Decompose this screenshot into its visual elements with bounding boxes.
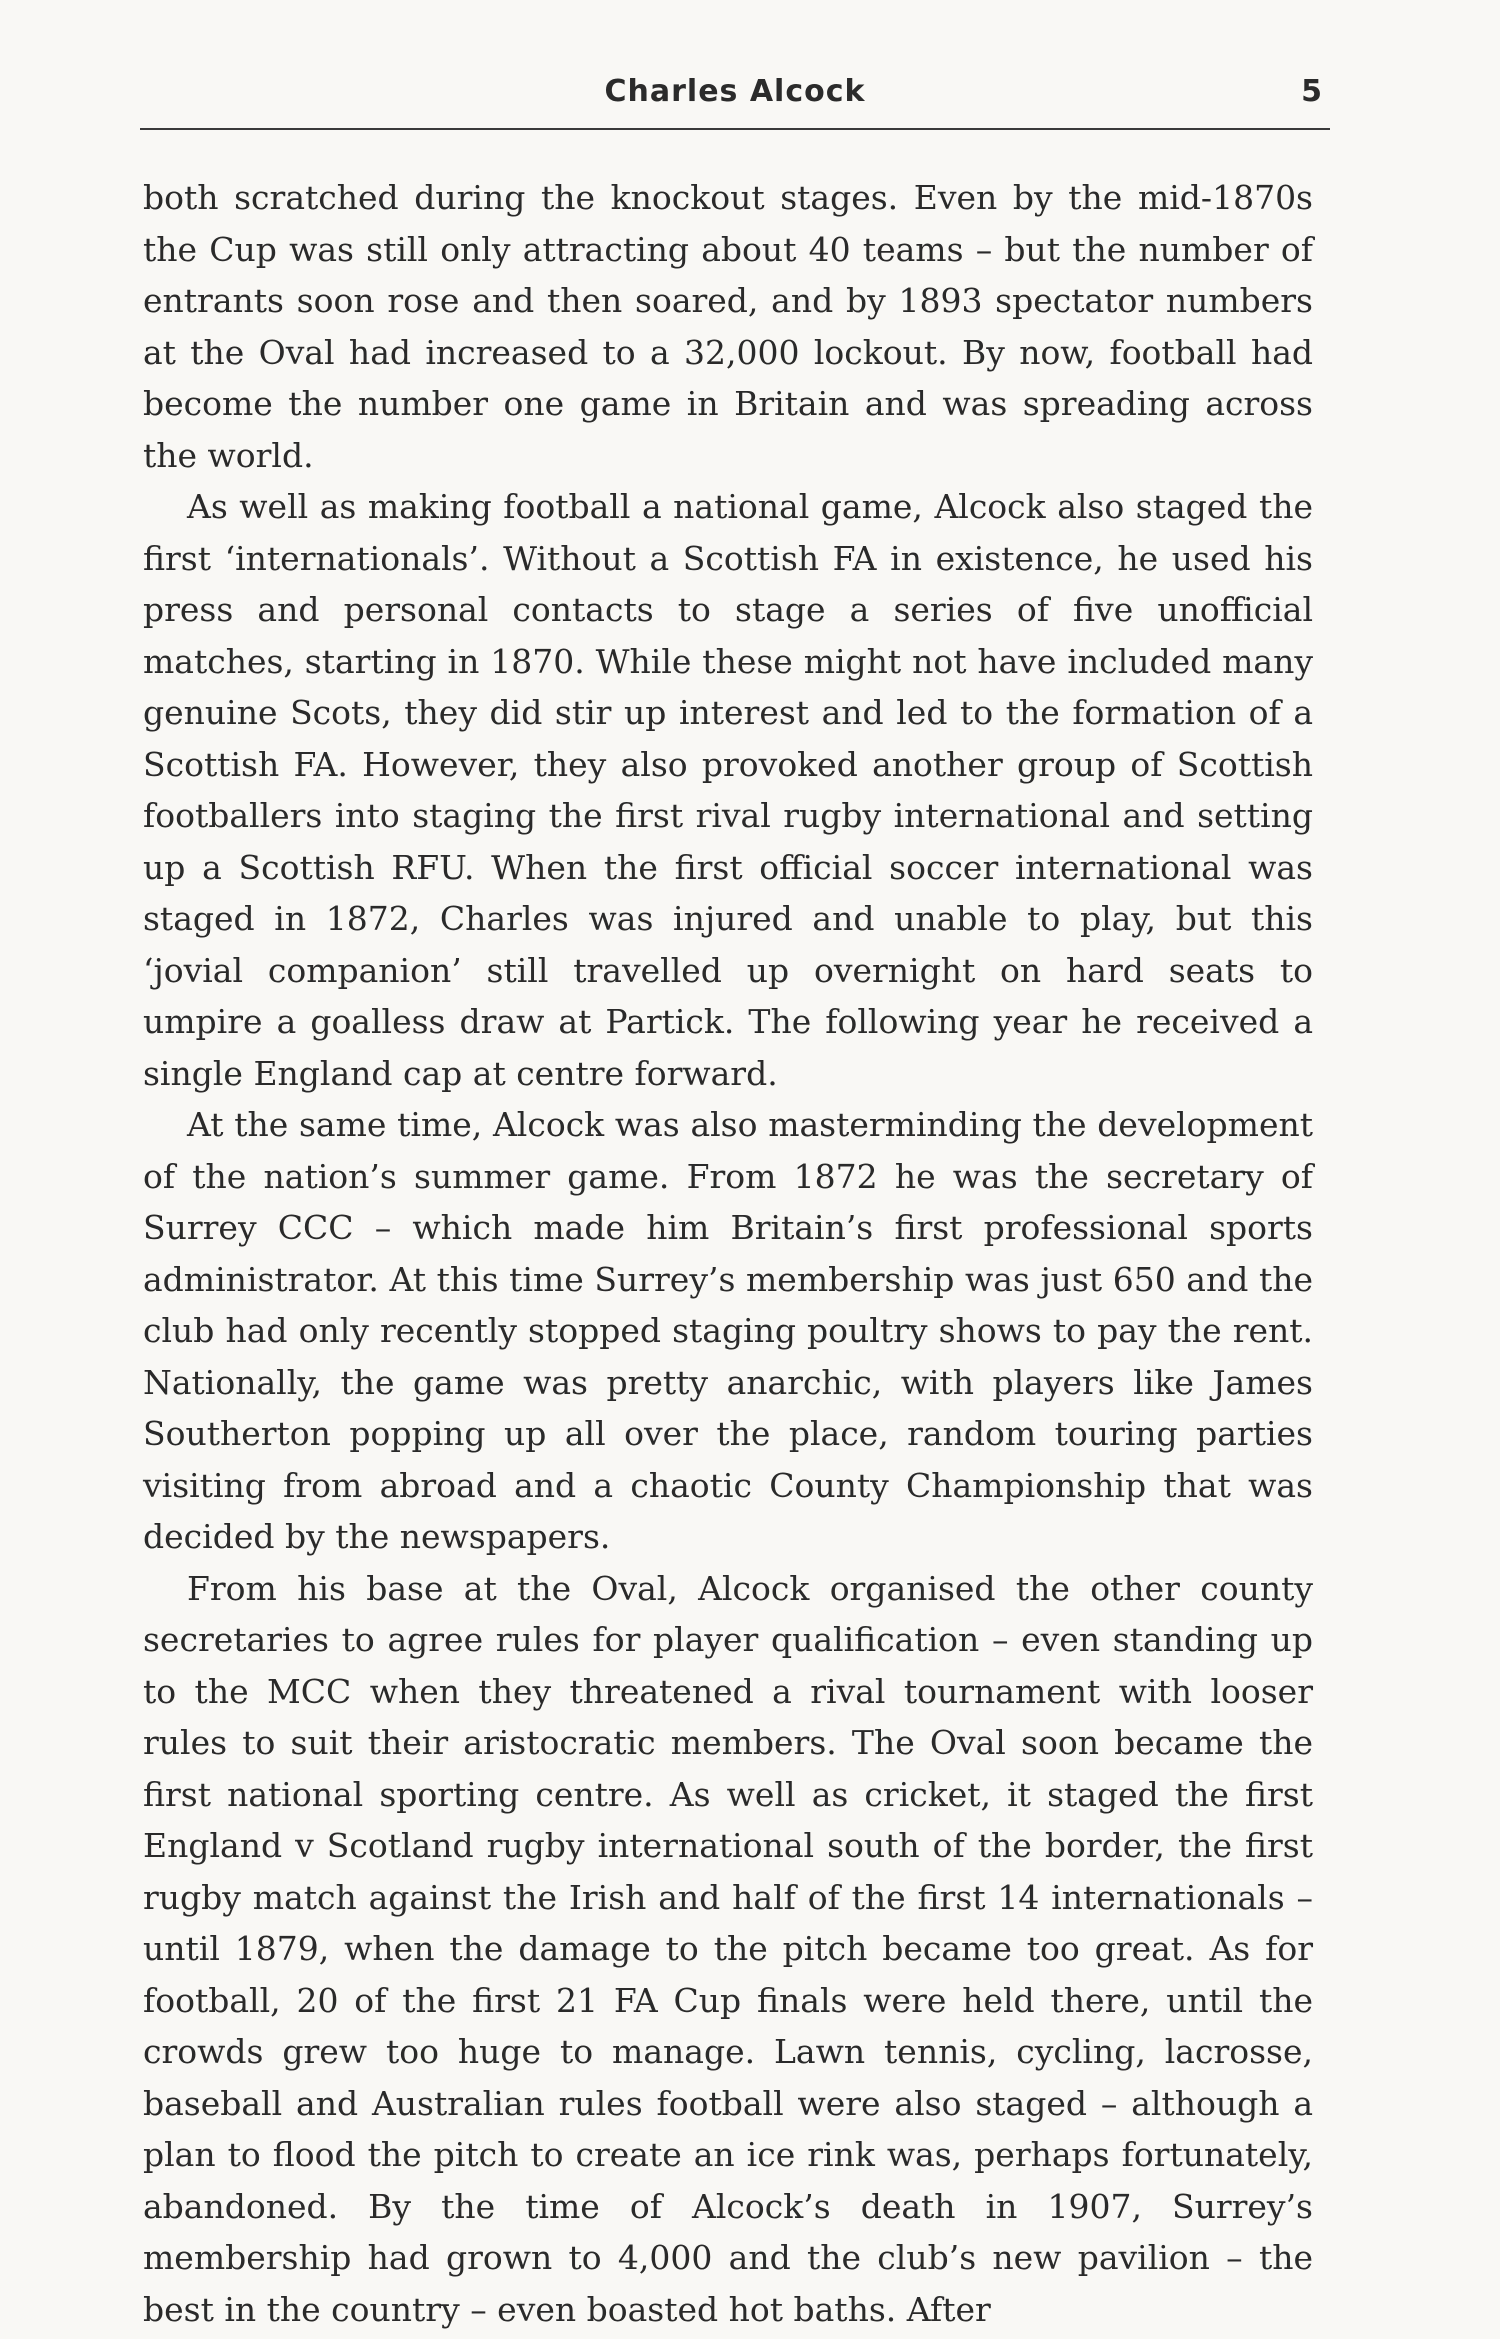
page-number: 5	[1301, 74, 1322, 109]
chapter-title: Charles Alcock	[604, 74, 866, 109]
header-rule	[140, 128, 1330, 130]
paragraph-1: both scratched during the knockout stages. Even by the mid-1870s the Cup was still only attracting about 40 teams – but the number of entrants soon rose and then soared, and by 1893 spectator numbers at the Oval had increased to a 32,000 lockout. By now, football had become the number one game in Britain and was spreading across the world.	[143, 178, 1313, 475]
running-head	[140, 72, 1330, 132]
paragraph-3: At the same time, Alcock was also masterminding the development of the nation’s summer game. From 1872 he was the secretary of Surrey CCC – which made him Britain’s first professional sports administrator. At this time Surrey’s membership was just 650 and the club had only recently stopped staging poultry shows to pay the rent. Nationally, the game was pretty anarchic, with players like James Southerton popping up all over the place, random touring parties visiting from abroad and a chaotic County Championship that was decided by the newspapers.	[143, 1105, 1313, 1556]
body-text	[143, 172, 1313, 2335]
paragraph-4: From his base at the Oval, Alcock organised the other county secretaries to agree rules for player qualification – even standing up to the MCC when they threatened a rival tournament with looser rules to suit their aristocratic members. The Oval soon became the first national sporting centre. As well as cricket, it staged the first England v Scotland rugby international south of the border, the first rugby match against the Irish and half of the first 14 internationals – until 1879, when the damage to the pitch became too great. As for football, 20 of the first 21 FA Cup finals were held there, until the crowds grew too huge to manage. Lawn tennis, cycling, lacrosse, baseball and Australian rules football were also staged – although a plan to flood the pitch to create an ice rink was, perhaps fortunately, abandoned. By the time of Alcock’s death in 1907, Surrey’s membership had grown to 4,000 and the club’s new pavilion – the best in the country – even boasted hot baths. After	[143, 1568, 1313, 2329]
paragraph-2: As well as making football a national game, Alcock also staged the first ‘internationals’. Without a Scottish FA in existence, he used his press and personal contacts to stage a series of five unofficial matches, starting in 1870. While these might not have included many genuine Scots, they did stir up interest and led to the formation of a Scottish FA. However, they also provoked another group of Scottish footballers into staging the first rival rugby international and setting up a Scottish RFU. When the first official soccer international was staged in 1872, Charles was injured and unable to play, but this ‘jovial companion’ still travelled up overnight on hard seats to umpire a goalless draw at Partick. The following year he received a single England cap at centre forward.	[143, 487, 1313, 1093]
